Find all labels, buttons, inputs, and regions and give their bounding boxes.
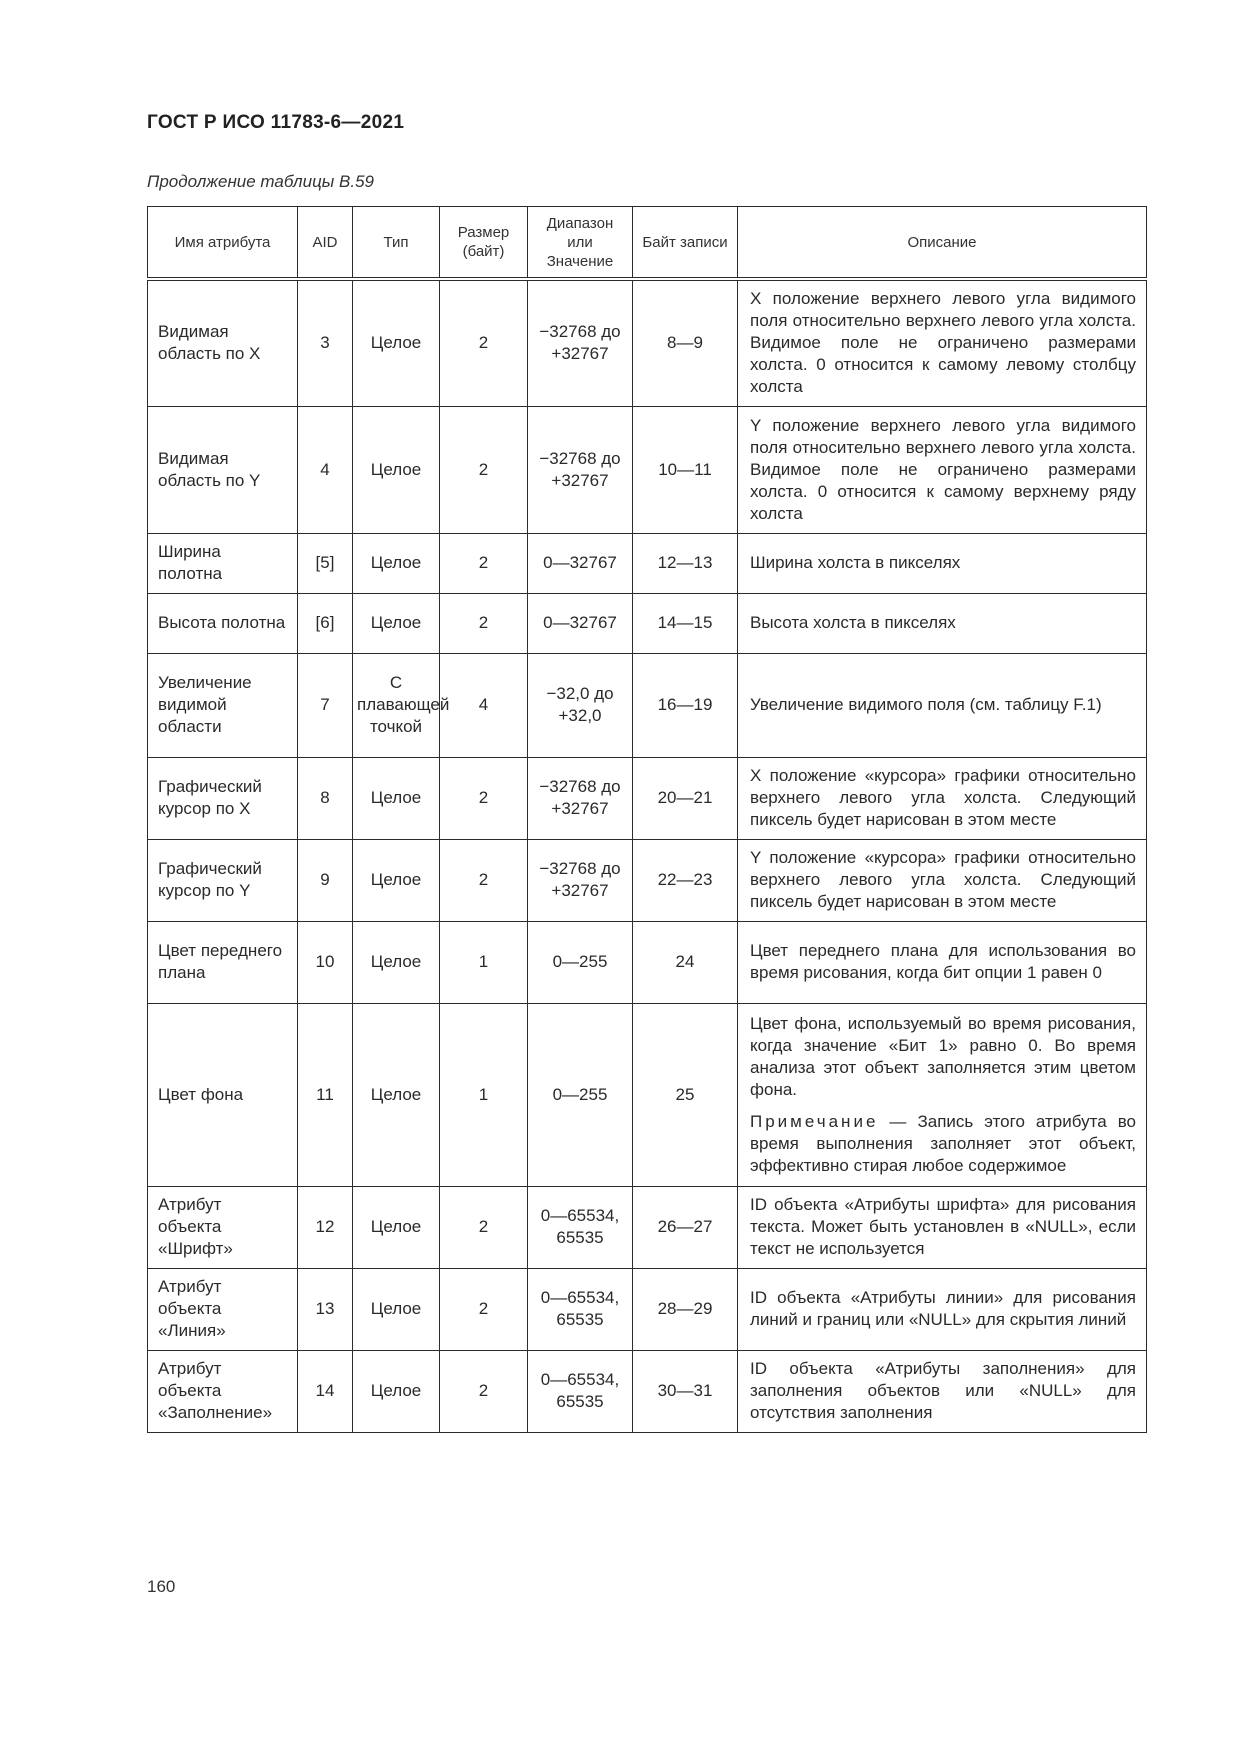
cell-size: 4 bbox=[440, 653, 528, 757]
cell-name: Графический курсор по X bbox=[148, 757, 298, 839]
cell-name: Атрибут объекта «Заполнение» bbox=[148, 1350, 298, 1432]
cell-bytes: 28—29 bbox=[633, 1268, 738, 1350]
cell-aid: 10 bbox=[298, 921, 353, 1003]
table-header-row bbox=[148, 207, 1147, 280]
cell-aid: 14 bbox=[298, 1350, 353, 1432]
note-label: Примечание bbox=[750, 1111, 879, 1131]
cell-bytes: 24 bbox=[633, 921, 738, 1003]
document-header: ГОСТ Р ИСО 11783-6—2021 bbox=[147, 112, 405, 133]
cell-type: Целое bbox=[353, 406, 440, 533]
cell-bytes: 25 bbox=[633, 1003, 738, 1186]
cell-bytes: 20—21 bbox=[633, 757, 738, 839]
cell-type: Целое bbox=[353, 839, 440, 921]
cell-type: Целое bbox=[353, 1268, 440, 1350]
cell-name: Ширина полотна bbox=[148, 533, 298, 593]
cell-size: 2 bbox=[440, 279, 528, 406]
cell-description: Y положение верхнего левого угла видимого поля относительно верхнего левого угла холста. Видимое поле не ограничено размерами холста. 0 относится к самому верхнему ряду холста bbox=[738, 406, 1147, 533]
table-row bbox=[148, 921, 1147, 1003]
cell-range: −32768 до +32767 bbox=[528, 279, 633, 406]
note bbox=[750, 1111, 1136, 1177]
attribute-table bbox=[147, 206, 1147, 1433]
table-row bbox=[148, 533, 1147, 593]
cell-name: Видимая область по Y bbox=[148, 406, 298, 533]
cell-size: 1 bbox=[440, 1003, 528, 1186]
table-row bbox=[148, 1350, 1147, 1432]
cell-type: Целое bbox=[353, 921, 440, 1003]
cell-type: Целое bbox=[353, 1003, 440, 1186]
cell-size: 2 bbox=[440, 1350, 528, 1432]
cell-description: ID объекта «Атрибуты заполнения» для заполнения объектов или «NULL» для отсутствия заполнения bbox=[738, 1350, 1147, 1432]
cell-size: 2 bbox=[440, 1268, 528, 1350]
cell-range: 0—32767 bbox=[528, 533, 633, 593]
cell-bytes: 16—19 bbox=[633, 653, 738, 757]
cell-aid: 8 bbox=[298, 757, 353, 839]
cell-bytes: 14—15 bbox=[633, 593, 738, 653]
cell-range: −32768 до +32767 bbox=[528, 406, 633, 533]
cell-description: Увеличение видимого поля (см. таблицу F.1) bbox=[738, 653, 1147, 757]
cell-name: Высота полотна bbox=[148, 593, 298, 653]
cell-name: Видимая область по X bbox=[148, 279, 298, 406]
cell-type: Целое bbox=[353, 757, 440, 839]
cell-aid: 12 bbox=[298, 1186, 353, 1268]
description-text: Цвет фона, используемый во время рисования, когда значение «Бит 1» равно 0. Во время анализа этот объект заполняется этим цветом фона. bbox=[750, 1013, 1136, 1099]
column-header-description: Описание bbox=[738, 207, 1147, 280]
cell-range: 0—32767 bbox=[528, 593, 633, 653]
table-row bbox=[148, 593, 1147, 653]
cell-type: Целое bbox=[353, 593, 440, 653]
cell-size: 2 bbox=[440, 533, 528, 593]
cell-size: 1 bbox=[440, 921, 528, 1003]
column-header-bytes: Байт записи bbox=[633, 207, 738, 280]
cell-aid: 11 bbox=[298, 1003, 353, 1186]
cell-description: ID объекта «Атрибуты линии» для рисования линий и границ или «NULL» для скрытия линий bbox=[738, 1268, 1147, 1350]
cell-bytes: 26—27 bbox=[633, 1186, 738, 1268]
table-row bbox=[148, 839, 1147, 921]
cell-range: 0—65534, 65535 bbox=[528, 1350, 633, 1432]
table-row bbox=[148, 1268, 1147, 1350]
cell-size: 2 bbox=[440, 839, 528, 921]
column-header-name: Имя атрибута bbox=[148, 207, 298, 280]
cell-aid: 13 bbox=[298, 1268, 353, 1350]
cell-aid: 3 bbox=[298, 279, 353, 406]
column-header-type: Тип bbox=[353, 207, 440, 280]
cell-bytes: 22—23 bbox=[633, 839, 738, 921]
table-row bbox=[148, 1003, 1147, 1186]
column-header-range: Диапазон или Значение bbox=[528, 207, 633, 280]
column-header-size: Размер (байт) bbox=[440, 207, 528, 280]
cell-aid: 9 bbox=[298, 839, 353, 921]
cell-type: Целое bbox=[353, 1350, 440, 1432]
table-row bbox=[148, 757, 1147, 839]
cell-size: 2 bbox=[440, 406, 528, 533]
cell-name: Увеличение видимой области bbox=[148, 653, 298, 757]
note-text: — Запись этого атрибута во время выполнения заполняет этот объект, эффективно стирая любое содержимое bbox=[750, 1111, 1136, 1175]
cell-type: Целое bbox=[353, 279, 440, 406]
cell-aid: [6] bbox=[298, 593, 353, 653]
cell-bytes: 10—11 bbox=[633, 406, 738, 533]
table-row bbox=[148, 1186, 1147, 1268]
cell-description: Y положение «курсора» графики относительно верхнего левого угла холста. Следующий пиксель будет нарисован в этом месте bbox=[738, 839, 1147, 921]
cell-aid: 7 bbox=[298, 653, 353, 757]
cell-description: Цвет переднего плана для использования во время рисования, когда бит опции 1 равен 0 bbox=[738, 921, 1147, 1003]
cell-description: Высота холста в пикселях bbox=[738, 593, 1147, 653]
cell-type: Целое bbox=[353, 1186, 440, 1268]
table-row bbox=[148, 279, 1147, 406]
cell-name: Атрибут объекта «Линия» bbox=[148, 1268, 298, 1350]
cell-size: 2 bbox=[440, 757, 528, 839]
column-header-aid: AID bbox=[298, 207, 353, 280]
cell-range: 0—255 bbox=[528, 921, 633, 1003]
cell-range: 0—255 bbox=[528, 1003, 633, 1186]
cell-description bbox=[738, 1003, 1147, 1186]
cell-type: Целое bbox=[353, 533, 440, 593]
cell-range: −32,0 до +32,0 bbox=[528, 653, 633, 757]
cell-bytes: 8—9 bbox=[633, 279, 738, 406]
cell-range: −32768 до +32767 bbox=[528, 757, 633, 839]
cell-bytes: 12—13 bbox=[633, 533, 738, 593]
table-row bbox=[148, 406, 1147, 533]
cell-description: X положение верхнего левого угла видимого поля относительно верхнего левого угла холста. Видимое поле не ограничено размерами холста. 0 относится к самому левому столбцу холста bbox=[738, 279, 1147, 406]
cell-range: 0—65534, 65535 bbox=[528, 1186, 633, 1268]
cell-type: С плавающей точкой bbox=[353, 653, 440, 757]
cell-bytes: 30—31 bbox=[633, 1350, 738, 1432]
cell-description: X положение «курсора» графики относительно верхнего левого угла холста. Следующий пиксель будет нарисован в этом месте bbox=[738, 757, 1147, 839]
table-row bbox=[148, 653, 1147, 757]
cell-range: 0—65534, 65535 bbox=[528, 1268, 633, 1350]
cell-aid: [5] bbox=[298, 533, 353, 593]
page-number: 160 bbox=[147, 1577, 176, 1596]
cell-range: −32768 до +32767 bbox=[528, 839, 633, 921]
cell-aid: 4 bbox=[298, 406, 353, 533]
cell-name: Цвет фона bbox=[148, 1003, 298, 1186]
cell-size: 2 bbox=[440, 593, 528, 653]
cell-description: Ширина холста в пикселях bbox=[738, 533, 1147, 593]
cell-name: Графический курсор по Y bbox=[148, 839, 298, 921]
cell-name: Цвет переднего плана bbox=[148, 921, 298, 1003]
table-caption: Продолжение таблицы В.59 bbox=[147, 172, 375, 191]
cell-size: 2 bbox=[440, 1186, 528, 1268]
cell-name: Атрибут объекта «Шрифт» bbox=[148, 1186, 298, 1268]
cell-description: ID объекта «Атрибуты шрифта» для рисования текста. Может быть установлен в «NULL», если текст не используется bbox=[738, 1186, 1147, 1268]
